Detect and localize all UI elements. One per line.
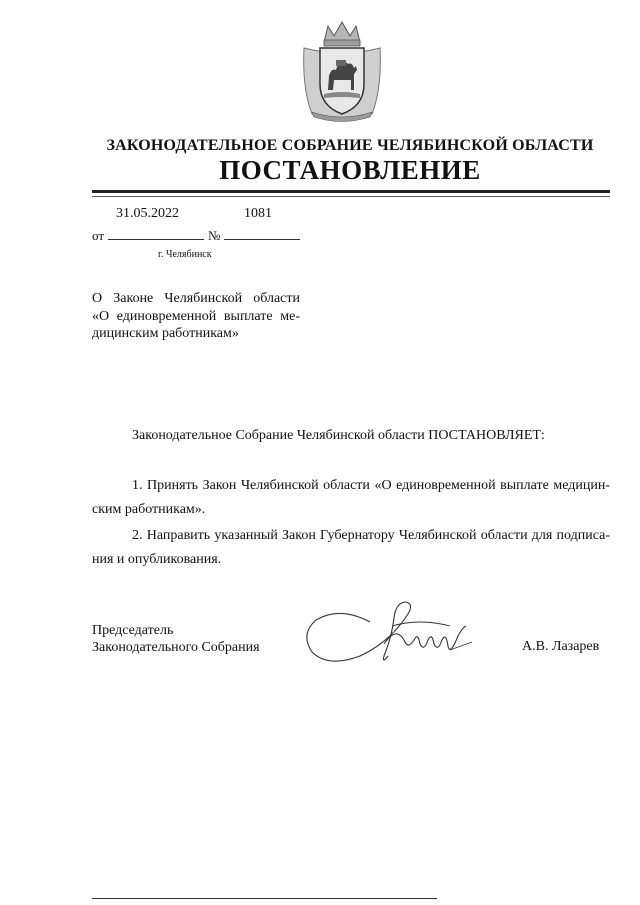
- clause-line: ским работникам».: [92, 502, 206, 517]
- header-rule-thick: [92, 190, 610, 193]
- clause-line: 2. Направить указанный Закон Губернатору Челябинской области для подписа-: [132, 528, 610, 543]
- document-type: ПОСТАНОВЛЕНИЕ: [219, 155, 481, 185]
- city: г. Челябинск: [158, 249, 212, 260]
- subject-line: дицинским работникам»: [92, 326, 239, 341]
- document-number: 1081: [244, 206, 272, 221]
- header-rule-thin: [92, 196, 610, 197]
- clause-2: [92, 524, 610, 572]
- signatory-title: [92, 622, 260, 656]
- number-blank-line: [224, 238, 300, 240]
- number-prefix: №: [208, 228, 221, 243]
- subject-line: О Законе Челябинской области: [92, 291, 300, 306]
- preamble: Законодательное Собрание Челябинской области ПОСТАНОВЛЯЕТ:: [132, 428, 545, 443]
- handwritten-signature: [300, 596, 480, 676]
- clause-line: 1. Принять Закон Челябинской области «О единовременной выплате медицин-: [132, 478, 610, 493]
- signatory-title-line: Законодательного Собрания: [92, 640, 260, 655]
- document-subject: [92, 290, 300, 343]
- coat-of-arms-icon: [298, 18, 386, 126]
- date-prefix: от: [92, 228, 105, 243]
- footer-rule: [92, 898, 437, 899]
- document-date: 31.05.2022: [116, 206, 179, 221]
- date-number-line: [92, 228, 304, 244]
- date-blank-line: [108, 238, 204, 240]
- clause-1: [92, 474, 610, 522]
- subject-line: «О единовременной выплате ме-: [92, 308, 300, 324]
- clause-line: ния и опубликования.: [92, 552, 222, 567]
- organization-name: ЗАКОНОДАТЕЛЬНОЕ СОБРАНИЕ ЧЕЛЯБИНСКОЙ ОБЛАСТИ: [106, 137, 594, 154]
- signatory-name: А.В. Лазарев: [522, 639, 600, 654]
- signatory-title-line: Председатель: [92, 623, 174, 638]
